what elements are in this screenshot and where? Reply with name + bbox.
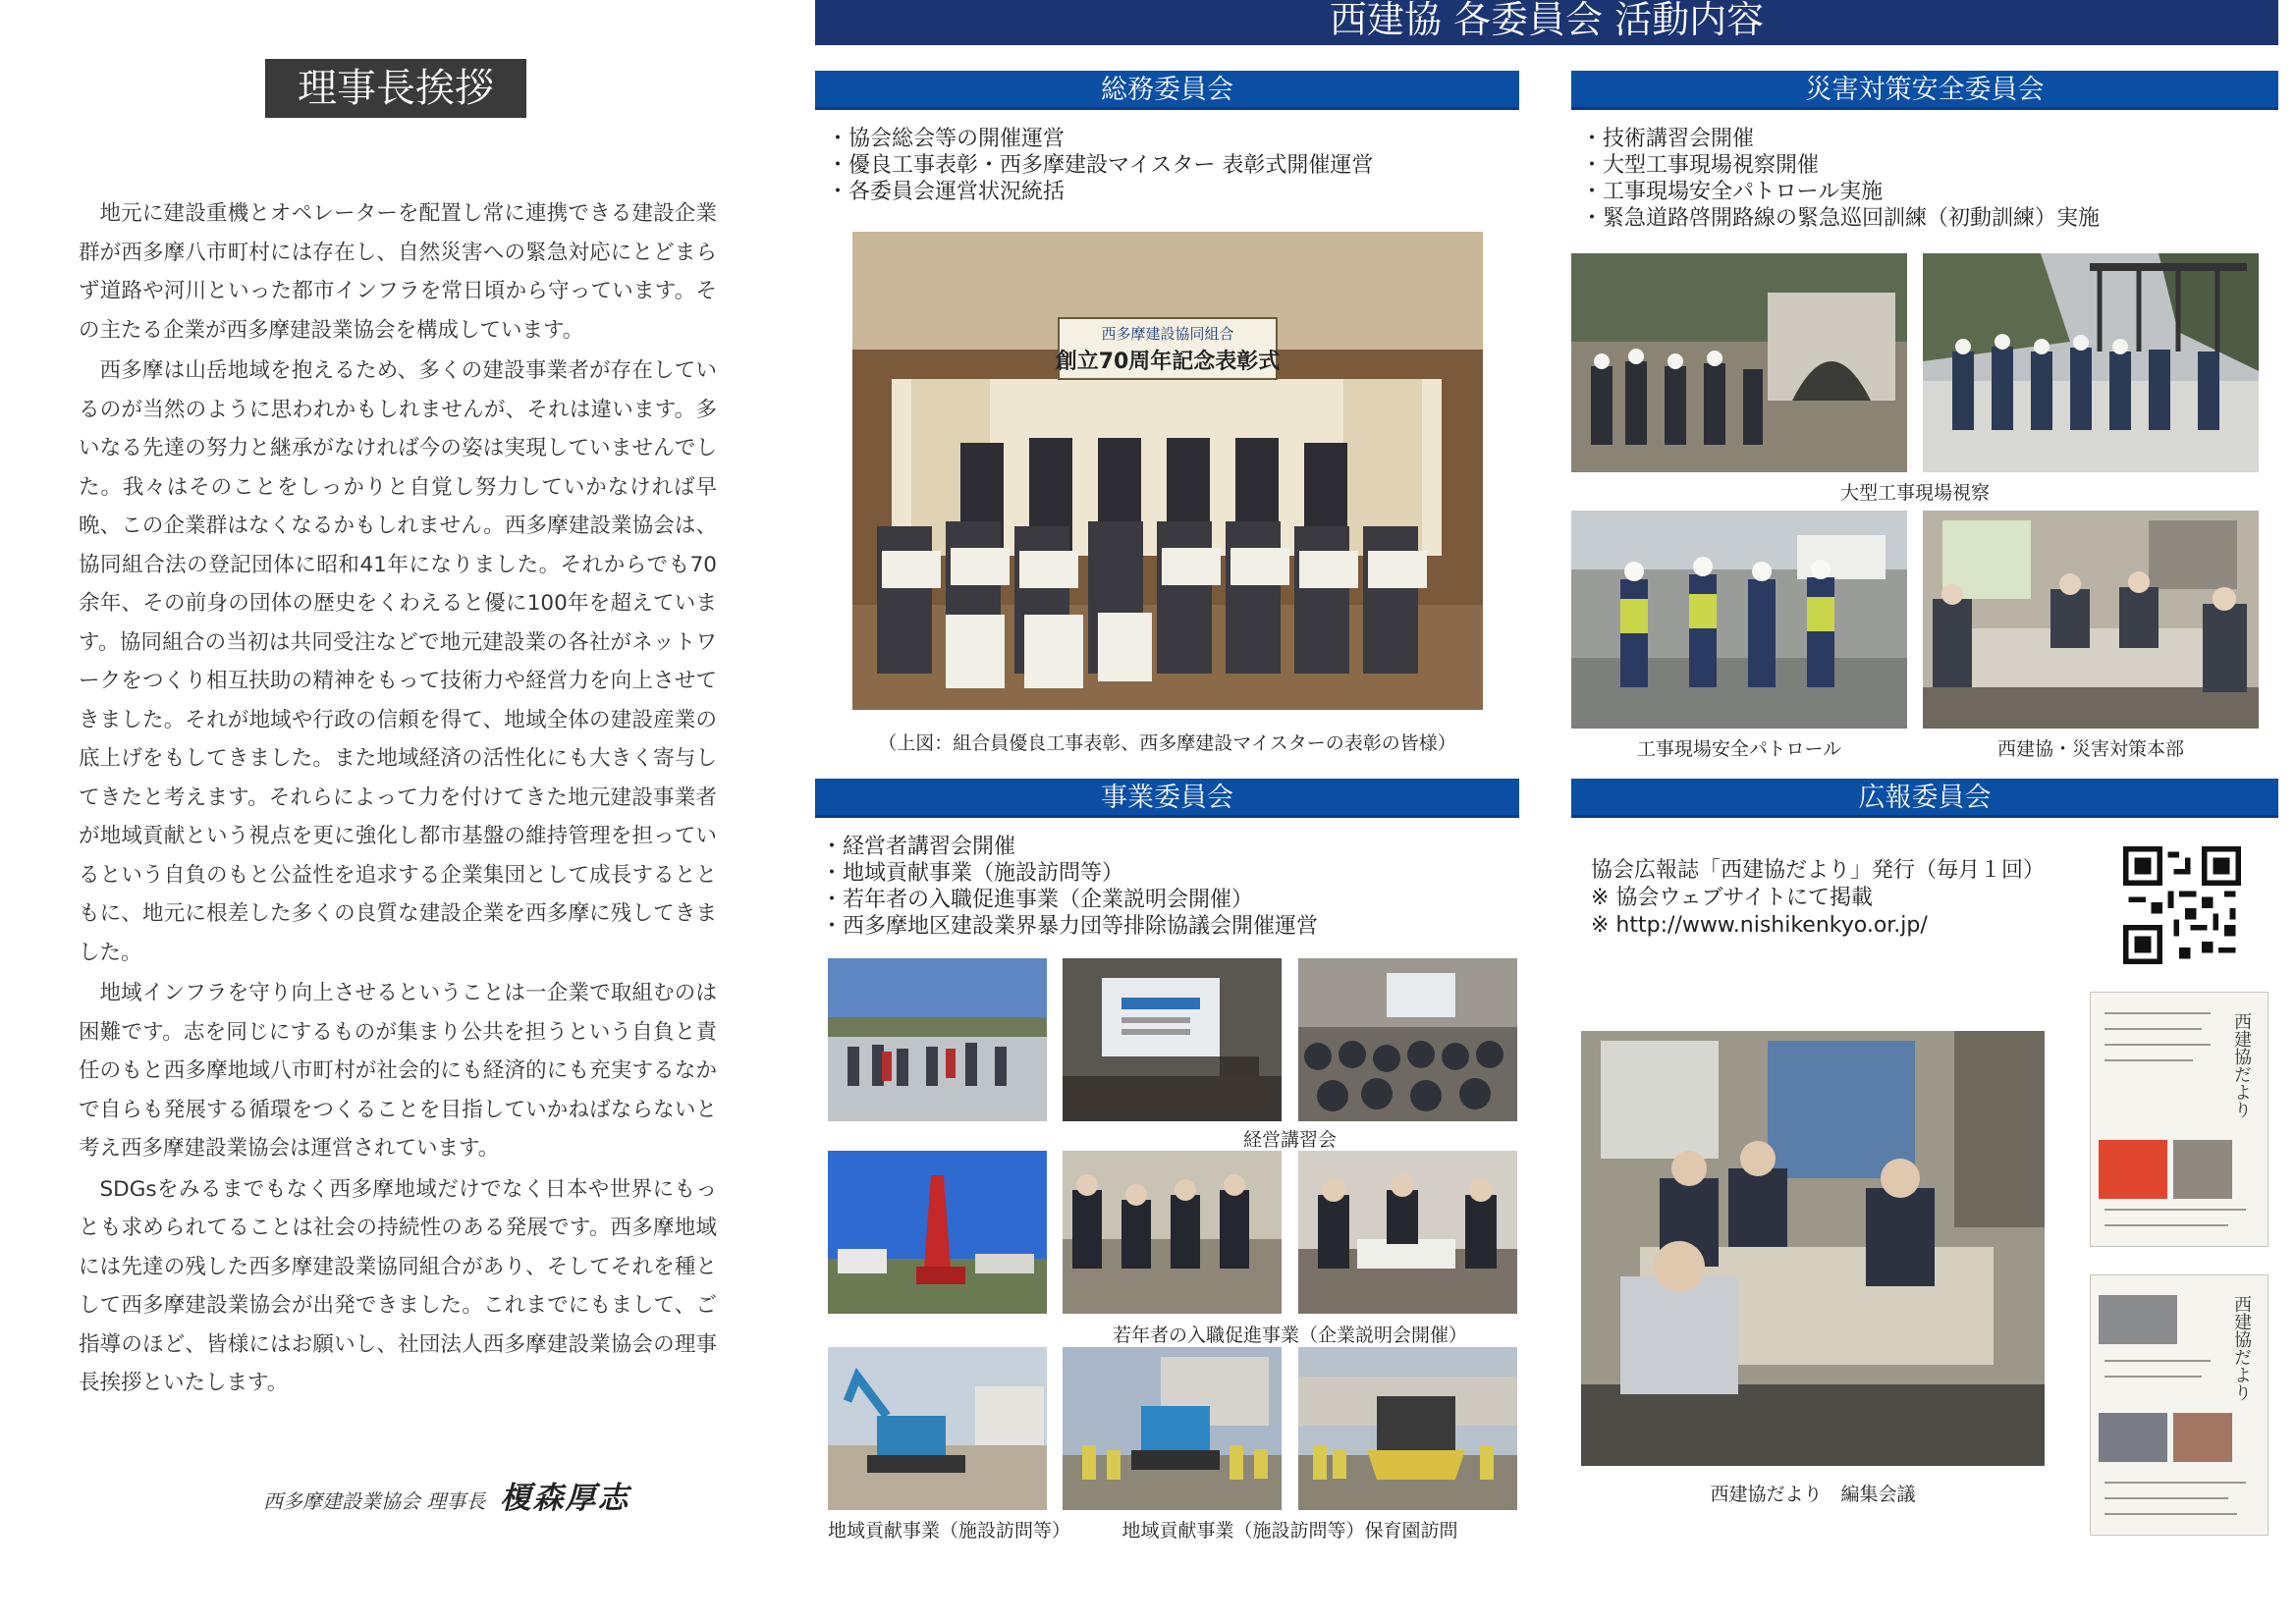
- pr-line: ※ 協会ウェブサイトにて掲載: [1591, 886, 1874, 910]
- management-seminar-caption: 経営講習会: [1242, 1129, 1337, 1151]
- general-affairs-list: [827, 126, 1514, 205]
- list-item: ・ 大型工事現場視察開催: [1581, 152, 2269, 179]
- newsletter-masthead: 西建協だより: [2231, 1295, 2252, 1401]
- management-seminar-photo-1: [1063, 958, 1282, 1121]
- site-visit-photo-1: [1571, 253, 1907, 472]
- community-event-photo: [828, 958, 1047, 1121]
- greeting-paragraph: SDGsをみるまでもなく西多摩地域だけでなく日本や世界にもっとも求められてることは社会の持続性のある発展です。西多摩地域には先達の残した西多摩建設業協同組合があり、そしてそれを種として西多摩建設業協会が出発できました。これまでにもまして、ご指導のほど、皆様にはお願いし、社団法人西多摩建設業協会の理事長挨拶といたします。: [79, 1176, 717, 1395]
- nursery-visit-photo-1: [1063, 1347, 1282, 1510]
- disaster-hq-caption: 西建協・災害対策本部: [1996, 738, 2184, 760]
- signature-org: 西多摩建設業協会 理事長: [263, 1489, 486, 1513]
- nursery-visit-photo-2: [1298, 1347, 1517, 1510]
- newsletter-photo: [2099, 1140, 2167, 1199]
- ceremony-caption: （上図：組合員優良工事表彰、西多摩建設マイスターの表彰の皆様）: [878, 732, 1456, 754]
- website-link[interactable]: ※ http://www.nishikenkyo.or.jp/: [1591, 913, 1928, 938]
- list-item: ・ 西多摩地区建設業界暴力団等排除協議会開催運営: [821, 913, 1508, 940]
- editorial-meeting-caption: 西建協だより 編集会議: [1710, 1484, 1916, 1505]
- list-item: ・ 若年者の入職促進事業（企業説明会開催）: [821, 887, 1508, 913]
- management-seminar-photo-2: [1298, 958, 1517, 1121]
- disaster-list: [1581, 126, 2269, 232]
- nursery-visit-caption: 地域貢献事業（施設訪問等）保育園訪問: [1121, 1520, 1458, 1542]
- crane-demo-photo: [828, 1151, 1047, 1314]
- greeting-body: [79, 194, 717, 1405]
- newsletter-photo: [2173, 1413, 2232, 1462]
- disaster-hq-photo: [1923, 511, 2259, 729]
- site-visit-caption: 大型工事現場視察: [1839, 482, 1990, 504]
- safety-patrol-photo: [1571, 511, 1907, 729]
- signature: [263, 1473, 715, 1516]
- signature-name: 榎森厚志: [500, 1481, 630, 1516]
- newsletter-photo: [2173, 1140, 2232, 1199]
- newsletter-photo: [2099, 1295, 2177, 1344]
- main-header: 西建協 各委員会 活動内容: [815, 0, 2278, 45]
- newsletter-thumbnail-2[interactable]: [2090, 1274, 2269, 1536]
- greeting-paragraph: 地域インフラを守り向上させるということは一企業で取組むのは困難です。志を同じにするものが集まり公共を担うという自負と責任のもと西多摩地域八市町村が社会的にも経済的にも充実するなかで自らも発展する循環をつくることを目指していかねばならないと考え西多摩建設業協会は運営されています。: [79, 981, 717, 1161]
- newsletter-thumbnail-1[interactable]: [2090, 992, 2269, 1247]
- newsletter-photo: [2099, 1413, 2167, 1462]
- qr-code-icon[interactable]: [2123, 846, 2241, 964]
- section-pr-title: 広報委員会: [1571, 779, 2278, 818]
- job-fair-photo-2: [1298, 1151, 1517, 1314]
- list-item: ・ 工事現場安全パトロール実施: [1581, 179, 2269, 205]
- newsletter-masthead: 西建協だより: [2231, 1012, 2252, 1118]
- list-item: ・ 緊急道路啓開路線の緊急巡回訓練（初動訓練）実施: [1581, 205, 2269, 232]
- site-visit-photo-2: [1923, 253, 2259, 472]
- section-disaster-title: 災害対策安全委員会: [1571, 71, 2278, 110]
- job-fair-photo-1: [1063, 1151, 1282, 1314]
- list-item: ・ 優良工事表彰・西多摩建設マイスター 表彰式開催運営: [827, 152, 1514, 179]
- pr-line: 協会広報誌「西建協だより」発行（毎月１回）: [1591, 858, 2046, 883]
- job-fair-caption: 若年者の入職促進事業（企業説明会開催）: [1112, 1325, 1467, 1346]
- greeting-paragraph: 西多摩は山岳地域を抱えるため、多くの建設事業者が存在しているのが当然のように思われかもしれませんが、それは違います。多いなる先達の努力と継承がなければ今の姿は実現していませんでした。我々はそのことをしっかりと自覚し努力していかなければ早晩、この企業群はなくなるかもしれません。西多摩建設業協会は、協同組合法の登記団体に昭和41年になりました。それからでも70余年、その前身の団体の歴史をくわえると優に100年を超えています。協同組合の当初は共同受注などで地元建設業の各社がネットワークをつくり相互扶助の精神をもって技術力や経営力を向上させてきました。それが地域や行政の信頼を得て、地域全体の建設産業の底上げをもしてきました。また地域経済の活性化にも大きく寄与してきたと考えます。それらによって力を付けてきた地元建設事業者が地域貢献という視点を更に強化し都市基盤の維持管理を担っているという自負のもと公益性を追求する企業集団として成長するとともに、地元に根差した多くの良質な建設企業を西多摩に残してきました。: [79, 358, 717, 965]
- section-general-affairs-title: 総務委員会: [815, 71, 1519, 110]
- pr-text: [1591, 857, 2046, 940]
- editorial-meeting-photo: [1581, 1031, 2045, 1466]
- ceremony-photo: [852, 232, 1483, 710]
- business-list: [821, 834, 1508, 940]
- list-item: ・ 地域貢献事業（施設訪問等）: [821, 860, 1508, 887]
- list-item: ・ 各委員会運営状況統括: [827, 179, 1514, 205]
- community-contribution-caption: 地域貢献事業（施設訪問等）: [828, 1520, 1071, 1542]
- excavator-photo: [828, 1347, 1047, 1510]
- ceremony-banner-large: 創立70周年記念表彰式: [1055, 350, 1281, 374]
- ceremony-banner-small: 西多摩建設協同組合: [1101, 325, 1234, 343]
- greeting-title: 理事長挨拶: [265, 59, 526, 118]
- list-item: ・ 技術講習会開催: [1581, 126, 2269, 152]
- safety-patrol-caption: 工事現場安全パトロール: [1636, 738, 1842, 760]
- section-business-title: 事業委員会: [815, 779, 1519, 818]
- list-item: ・ 経営者講習会開催: [821, 834, 1508, 860]
- greeting-paragraph: 地元に建設重機とオペレーターを配置し常に連携できる建設企業群が西多摩八市町村には存在し、自然災害への緊急対応にとどまらず道路や河川といった都市インフラを常日頃から守っています。その主たる企業が西多摩建設業協会を構成しています。: [79, 201, 717, 343]
- list-item: ・ 協会総会等の開催運営: [827, 126, 1514, 152]
